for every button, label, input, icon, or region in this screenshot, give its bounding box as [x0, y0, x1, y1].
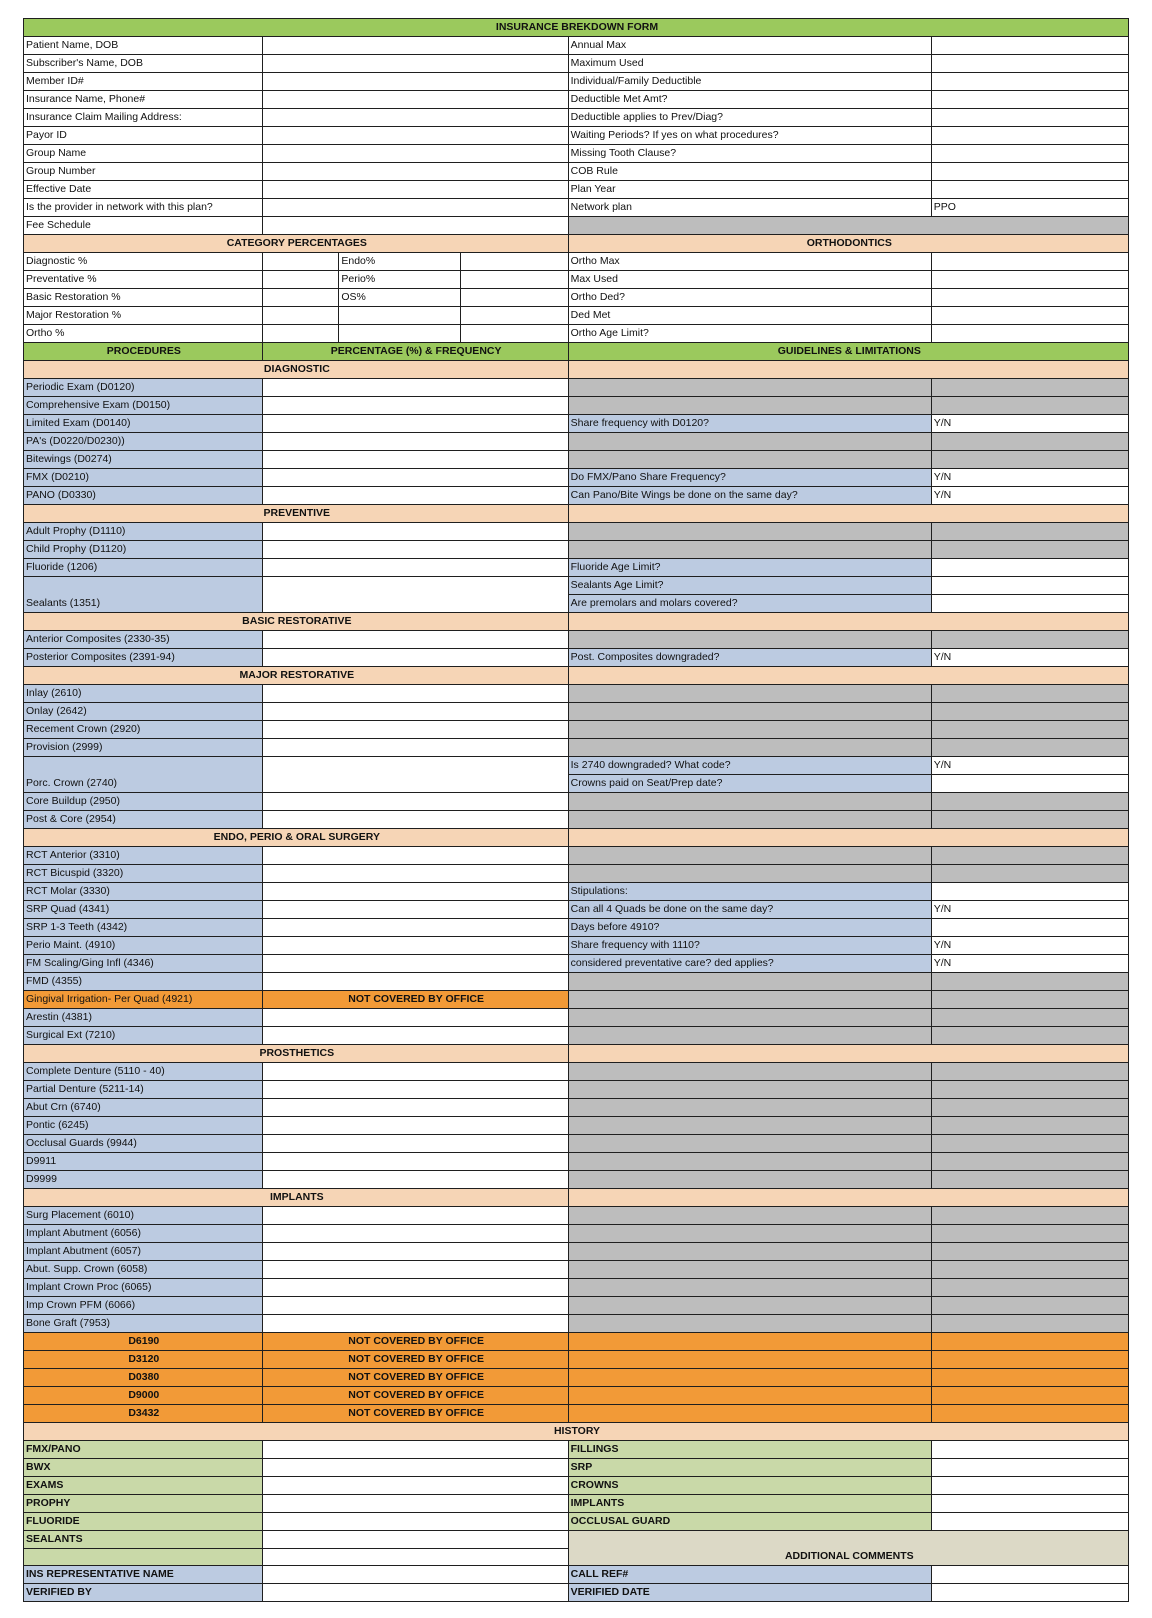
history-label: BWX	[24, 1459, 263, 1477]
yn-field[interactable]: Y/N	[931, 487, 1128, 505]
frequency-field[interactable]	[262, 1027, 568, 1045]
frequency-field[interactable]	[262, 1153, 568, 1171]
frequency-field[interactable]	[262, 847, 568, 865]
perio-pct-field[interactable]	[460, 271, 568, 289]
fee-schedule-field[interactable]	[262, 217, 568, 235]
group-number-field[interactable]	[262, 163, 568, 181]
rep-name-field[interactable]	[262, 1566, 568, 1584]
history-label: FMX/PANO	[24, 1441, 263, 1459]
procedure-label: Occlusal Guards (9944)	[24, 1135, 263, 1153]
basic-pct-field[interactable]	[262, 289, 339, 307]
deductible-met-label: Deductible Met Amt?	[568, 91, 931, 109]
history-field[interactable]	[931, 1495, 1128, 1513]
history-label: OCCLUSAL GUARD	[568, 1513, 931, 1531]
history-label: CROWNS	[568, 1477, 931, 1495]
waiting-periods-field[interactable]	[931, 127, 1128, 145]
yn-field[interactable]: Y/N	[931, 937, 1128, 955]
frequency-field[interactable]	[262, 433, 568, 451]
effective-date-field[interactable]	[262, 181, 568, 199]
major-pct-field[interactable]	[262, 307, 339, 325]
history-field[interactable]	[931, 1441, 1128, 1459]
not-covered-label: NOT COVERED BY OFFICE	[262, 1405, 568, 1423]
frequency-field[interactable]	[262, 469, 568, 487]
history-field[interactable]	[262, 1459, 568, 1477]
deductible-applies-field[interactable]	[931, 109, 1128, 127]
guideline-label: Fluoride Age Limit?	[568, 559, 931, 577]
ortho-ded-met-field[interactable]	[931, 307, 1128, 325]
subscriber-name-field[interactable]	[262, 55, 568, 73]
guideline-label: Can all 4 Quads be done on the same day?	[568, 901, 931, 919]
diagnostic-section-header: DIAGNOSTIC	[24, 361, 569, 379]
frequency-field[interactable]	[262, 865, 568, 883]
frequency-field[interactable]	[262, 1315, 568, 1333]
history-field[interactable]	[931, 1459, 1128, 1477]
history-label: PROPHY	[24, 1495, 263, 1513]
frequency-field[interactable]	[262, 1117, 568, 1135]
frequency-field[interactable]	[262, 1225, 568, 1243]
procedure-label: Partial Denture (5211-14)	[24, 1081, 263, 1099]
frequency-field[interactable]	[262, 379, 568, 397]
verified-date-field[interactable]	[931, 1584, 1128, 1602]
history-field[interactable]	[931, 1513, 1128, 1531]
implants-section-header: IMPLANTS	[24, 1189, 569, 1207]
basic-pct-label: Basic Restoration %	[24, 289, 263, 307]
procedure-label: Implant Crown Proc (6065)	[24, 1279, 263, 1297]
history-field[interactable]	[262, 1441, 568, 1459]
history-field[interactable]	[262, 1477, 568, 1495]
diagnostic-pct-label: Diagnostic %	[24, 253, 263, 271]
frequency-field[interactable]	[262, 1171, 568, 1189]
frequency-field[interactable]	[262, 577, 568, 613]
additional-comments-label[interactable]: ADDITIONAL COMMENTS	[568, 1531, 1128, 1566]
procedures-header: PROCEDURES	[24, 343, 263, 361]
guideline-label: Share frequency with D0120?	[568, 415, 931, 433]
insurance-name-label: Insurance Name, Phone#	[24, 91, 263, 109]
ortho-ded-met-label: Ded Met	[568, 307, 931, 325]
history-field[interactable]	[262, 1495, 568, 1513]
major-pct-label: Major Restoration %	[24, 307, 263, 325]
procedure-label: SRP Quad (4341)	[24, 901, 263, 919]
frequency-field[interactable]	[262, 1135, 568, 1153]
ortho-ded-field[interactable]	[931, 289, 1128, 307]
frequency-field[interactable]	[262, 811, 568, 829]
procedure-label: Periodic Exam (D0120)	[24, 379, 263, 397]
procedure-label: PANO (D0330)	[24, 487, 263, 505]
yn-field[interactable]: Y/N	[931, 901, 1128, 919]
endo-section-header: ENDO, PERIO & ORAL SURGERY	[24, 829, 569, 847]
insurance-name-field[interactable]	[262, 91, 568, 109]
procedure-label: Complete Denture (5110 - 40)	[24, 1063, 263, 1081]
insurance-breakdown-form	[23, 18, 1129, 1602]
frequency-field[interactable]	[262, 1099, 568, 1117]
yn-field[interactable]: Y/N	[931, 955, 1128, 973]
procedure-label: Arestin (4381)	[24, 1009, 263, 1027]
procedure-label: D9911	[24, 1153, 263, 1171]
procedure-label: FMX (D0210)	[24, 469, 263, 487]
guidelines-header: GUIDELINES & LIMITATIONS	[568, 343, 1128, 361]
network-plan-value[interactable]: PPO	[931, 199, 1128, 217]
guideline-label: Crowns paid on Seat/Prep date?	[568, 775, 931, 793]
plan-year-field[interactable]	[931, 181, 1128, 199]
frequency-field[interactable]	[262, 649, 568, 667]
diagnostic-pct-field[interactable]	[262, 253, 339, 271]
ortho-pct-field[interactable]	[262, 325, 339, 343]
guideline-label: Stipulations:	[568, 883, 931, 901]
call-ref-field[interactable]	[931, 1566, 1128, 1584]
rep-name-label: INS REPRESENTATIVE NAME	[24, 1566, 263, 1584]
endo-pct-field[interactable]	[460, 253, 568, 271]
procedure-label: Bone Graft (7953)	[24, 1315, 263, 1333]
procedure-label: SRP 1-3 Teeth (4342)	[24, 919, 263, 937]
procedure-label: Posterior Composites (2391-94)	[24, 649, 263, 667]
os-pct-label: OS%	[339, 289, 460, 307]
ortho-max-used-label: Max Used	[568, 271, 931, 289]
frequency-field[interactable]	[262, 451, 568, 469]
perio-pct-label: Perio%	[339, 271, 460, 289]
yn-field[interactable]: Y/N	[931, 757, 1128, 775]
cob-rule-field[interactable]	[931, 163, 1128, 181]
endo-pct-label: Endo%	[339, 253, 460, 271]
frequency-field[interactable]	[262, 397, 568, 415]
guideline-label: Share frequency with 1110?	[568, 937, 931, 955]
frequency-field[interactable]	[262, 703, 568, 721]
procedure-label: Pontic (6245)	[24, 1117, 263, 1135]
preventative-pct-field[interactable]	[262, 271, 339, 289]
procedure-label: Implant Abutment (6056)	[24, 1225, 263, 1243]
guideline-field[interactable]	[931, 595, 1128, 613]
payor-id-label: Payor ID	[24, 127, 263, 145]
procedure-label: Onlay (2642)	[24, 703, 263, 721]
not-covered-label: NOT COVERED BY OFFICE	[262, 1351, 568, 1369]
procedure-label: Surg Placement (6010)	[24, 1207, 263, 1225]
procedure-label: RCT Molar (3330)	[24, 883, 263, 901]
frequency-field[interactable]	[262, 1243, 568, 1261]
verified-date-label: VERIFIED DATE	[568, 1584, 931, 1602]
procedure-label: Bitewings (D0274)	[24, 451, 263, 469]
not-covered-label: NOT COVERED BY OFFICE	[262, 1387, 568, 1405]
not-covered-code: D3120	[24, 1351, 263, 1369]
category-percentages-header: CATEGORY PERCENTAGES	[24, 235, 569, 253]
payor-id-field[interactable]	[262, 127, 568, 145]
deductible-field[interactable]	[931, 73, 1128, 91]
guideline-field[interactable]	[931, 559, 1128, 577]
effective-date-label: Effective Date	[24, 181, 263, 199]
procedure-label: Abut. Supp. Crown (6058)	[24, 1261, 263, 1279]
orthodontics-header: ORTHODONTICS	[568, 235, 1128, 253]
fee-schedule-label: Fee Schedule	[24, 217, 263, 235]
percentage-header: PERCENTAGE (%) & FREQUENCY	[262, 343, 568, 361]
preventive-section-header: PREVENTIVE	[24, 505, 569, 523]
procedure-label: Sealants (1351)	[24, 577, 263, 613]
guideline-label: Is 2740 downgraded? What code?	[568, 757, 931, 775]
deductible-applies-label: Deductible applies to Prev/Diag?	[568, 109, 931, 127]
deductible-label: Individual/Family Deductible	[568, 73, 931, 91]
frequency-field[interactable]	[262, 793, 568, 811]
frequency-field[interactable]	[262, 1063, 568, 1081]
frequency-field[interactable]	[262, 901, 568, 919]
missing-tooth-label: Missing Tooth Clause?	[568, 145, 931, 163]
procedure-label: Gingival Irrigation- Per Quad (4921)	[24, 991, 263, 1009]
annual-max-label: Annual Max	[568, 37, 931, 55]
procedure-label: Abut Crn (6740)	[24, 1099, 263, 1117]
history-label: FILLINGS	[568, 1441, 931, 1459]
in-network-field[interactable]	[262, 199, 568, 217]
group-number-label: Group Number	[24, 163, 263, 181]
call-ref-label: CALL REF#	[568, 1566, 931, 1584]
yn-field[interactable]: Y/N	[931, 415, 1128, 433]
frequency-field[interactable]	[262, 739, 568, 757]
history-label: SEALANTS	[24, 1531, 263, 1549]
subscriber-name-label: Subscriber's Name, DOB	[24, 55, 263, 73]
frequency-field[interactable]	[262, 1297, 568, 1315]
ortho-max-label: Ortho Max	[568, 253, 931, 271]
guideline-label: Do FMX/Pano Share Frequency?	[568, 469, 931, 487]
frequency-field[interactable]	[262, 685, 568, 703]
guideline-label: Post. Composites downgraded?	[568, 649, 931, 667]
frequency-field[interactable]	[262, 721, 568, 739]
frequency-field[interactable]	[262, 955, 568, 973]
history-label: FLUORIDE	[24, 1513, 263, 1531]
group-name-field[interactable]	[262, 145, 568, 163]
frequency-field[interactable]	[262, 523, 568, 541]
procedure-label: Recement Crown (2920)	[24, 721, 263, 739]
procedure-label: Child Prophy (D1120)	[24, 541, 263, 559]
yn-field[interactable]: Y/N	[931, 649, 1128, 667]
frequency-field[interactable]	[262, 415, 568, 433]
form-title: INSURANCE BREKDOWN FORM	[24, 19, 1129, 37]
history-label: EXAMS	[24, 1477, 263, 1495]
network-plan-label: Network plan	[568, 199, 931, 217]
member-id-label: Member ID#	[24, 73, 263, 91]
history-field[interactable]	[262, 1531, 568, 1549]
procedure-label: Perio Maint. (4910)	[24, 937, 263, 955]
waiting-periods-label: Waiting Periods? If yes on what procedures?	[568, 127, 931, 145]
yn-field[interactable]: Y/N	[931, 469, 1128, 487]
patient-name-label: Patient Name, DOB	[24, 37, 263, 55]
guideline-label: Days before 4910?	[568, 919, 931, 937]
claim-address-field[interactable]	[262, 109, 568, 127]
guideline-label: Sealants Age Limit?	[568, 577, 931, 595]
annual-max-field[interactable]	[931, 37, 1128, 55]
history-field[interactable]	[262, 1513, 568, 1531]
ortho-ded-label: Ortho Ded?	[568, 289, 931, 307]
procedure-label: Core Buildup (2950)	[24, 793, 263, 811]
not-covered-code: D3432	[24, 1405, 263, 1423]
verified-by-label: VERIFIED BY	[24, 1584, 263, 1602]
procedure-label: Post & Core (2954)	[24, 811, 263, 829]
prosthetics-section-header: PROSTHETICS	[24, 1045, 569, 1063]
frequency-field[interactable]	[262, 919, 568, 937]
verified-by-field[interactable]	[262, 1584, 568, 1602]
frequency-field[interactable]	[262, 1261, 568, 1279]
frequency-field[interactable]	[262, 1081, 568, 1099]
procedure-label: Porc. Crown (2740)	[24, 757, 263, 793]
ortho-max-field[interactable]	[931, 253, 1128, 271]
procedure-label: Fluoride (1206)	[24, 559, 263, 577]
procedure-label: Limited Exam (D0140)	[24, 415, 263, 433]
not-covered-label: NOT COVERED BY OFFICE	[262, 1333, 568, 1351]
procedure-label: Adult Prophy (D1110)	[24, 523, 263, 541]
guideline-field[interactable]	[931, 577, 1128, 595]
frequency-field[interactable]	[262, 973, 568, 991]
procedure-label: D9999	[24, 1171, 263, 1189]
history-field[interactable]	[931, 1477, 1128, 1495]
history-label: SRP	[568, 1459, 931, 1477]
frequency-field[interactable]	[262, 1207, 568, 1225]
claim-address-label: Insurance Claim Mailing Address:	[24, 109, 263, 127]
ortho-age-label: Ortho Age Limit?	[568, 325, 931, 343]
preventative-pct-label: Preventative %	[24, 271, 263, 289]
frequency-field[interactable]	[262, 757, 568, 793]
procedure-label: Anterior Composites (2330-35)	[24, 631, 263, 649]
guideline-label: Can Pano/Bite Wings be done on the same day?	[568, 487, 931, 505]
in-network-label: Is the provider in network with this plan?	[24, 199, 263, 217]
patient-name-field[interactable]	[262, 37, 568, 55]
procedure-label: RCT Bicuspid (3320)	[24, 865, 263, 883]
not-covered-label: NOT COVERED BY OFFICE	[262, 1369, 568, 1387]
not-covered-code: D6190	[24, 1333, 263, 1351]
procedure-label: Imp Crown PFM (6066)	[24, 1297, 263, 1315]
missing-tooth-field[interactable]	[931, 145, 1128, 163]
ortho-max-used-field[interactable]	[931, 271, 1128, 289]
ortho-pct-label: Ortho %	[24, 325, 263, 343]
os-pct-field[interactable]	[460, 289, 568, 307]
deductible-met-field[interactable]	[931, 91, 1128, 109]
frequency-field[interactable]	[262, 559, 568, 577]
frequency-field[interactable]	[262, 487, 568, 505]
guideline-field[interactable]	[931, 919, 1128, 937]
member-id-field[interactable]	[262, 73, 568, 91]
guideline-field[interactable]	[931, 775, 1128, 793]
history-label: IMPLANTS	[568, 1495, 931, 1513]
guideline-field[interactable]	[931, 883, 1128, 901]
procedure-label: Provision (2999)	[24, 739, 263, 757]
frequency-field[interactable]	[262, 937, 568, 955]
frequency-field[interactable]	[262, 1279, 568, 1297]
guideline-label: Are premolars and molars covered?	[568, 595, 931, 613]
procedure-label: FMD (4355)	[24, 973, 263, 991]
history-section-header: HISTORY	[24, 1423, 1129, 1441]
major-section-header: MAJOR RESTORATIVE	[24, 667, 569, 685]
ortho-age-field[interactable]	[931, 325, 1128, 343]
frequency-field[interactable]	[262, 631, 568, 649]
maximum-used-field[interactable]	[931, 55, 1128, 73]
frequency-field[interactable]	[262, 541, 568, 559]
group-name-label: Group Name	[24, 145, 263, 163]
cob-rule-label: COB Rule	[568, 163, 931, 181]
frequency-field[interactable]	[262, 883, 568, 901]
frequency-field[interactable]	[262, 1009, 568, 1027]
not-covered-label: NOT COVERED BY OFFICE	[262, 991, 568, 1009]
history-field[interactable]	[262, 1549, 568, 1566]
procedure-label: RCT Anterior (3310)	[24, 847, 263, 865]
not-covered-code: D9000	[24, 1387, 263, 1405]
procedure-label: PA's (D0220/D0230))	[24, 433, 263, 451]
procedure-label: Comprehensive Exam (D0150)	[24, 397, 263, 415]
guideline-label: considered preventative care? ded applies?	[568, 955, 931, 973]
plan-year-label: Plan Year	[568, 181, 931, 199]
procedure-label: Surgical Ext (7210)	[24, 1027, 263, 1045]
procedure-label: FM Scaling/Ging Infl (4346)	[24, 955, 263, 973]
not-covered-code: D0380	[24, 1369, 263, 1387]
procedure-label: Implant Abutment (6057)	[24, 1243, 263, 1261]
maximum-used-label: Maximum Used	[568, 55, 931, 73]
basic-section-header: BASIC RESTORATIVE	[24, 613, 569, 631]
procedure-label: Inlay (2610)	[24, 685, 263, 703]
